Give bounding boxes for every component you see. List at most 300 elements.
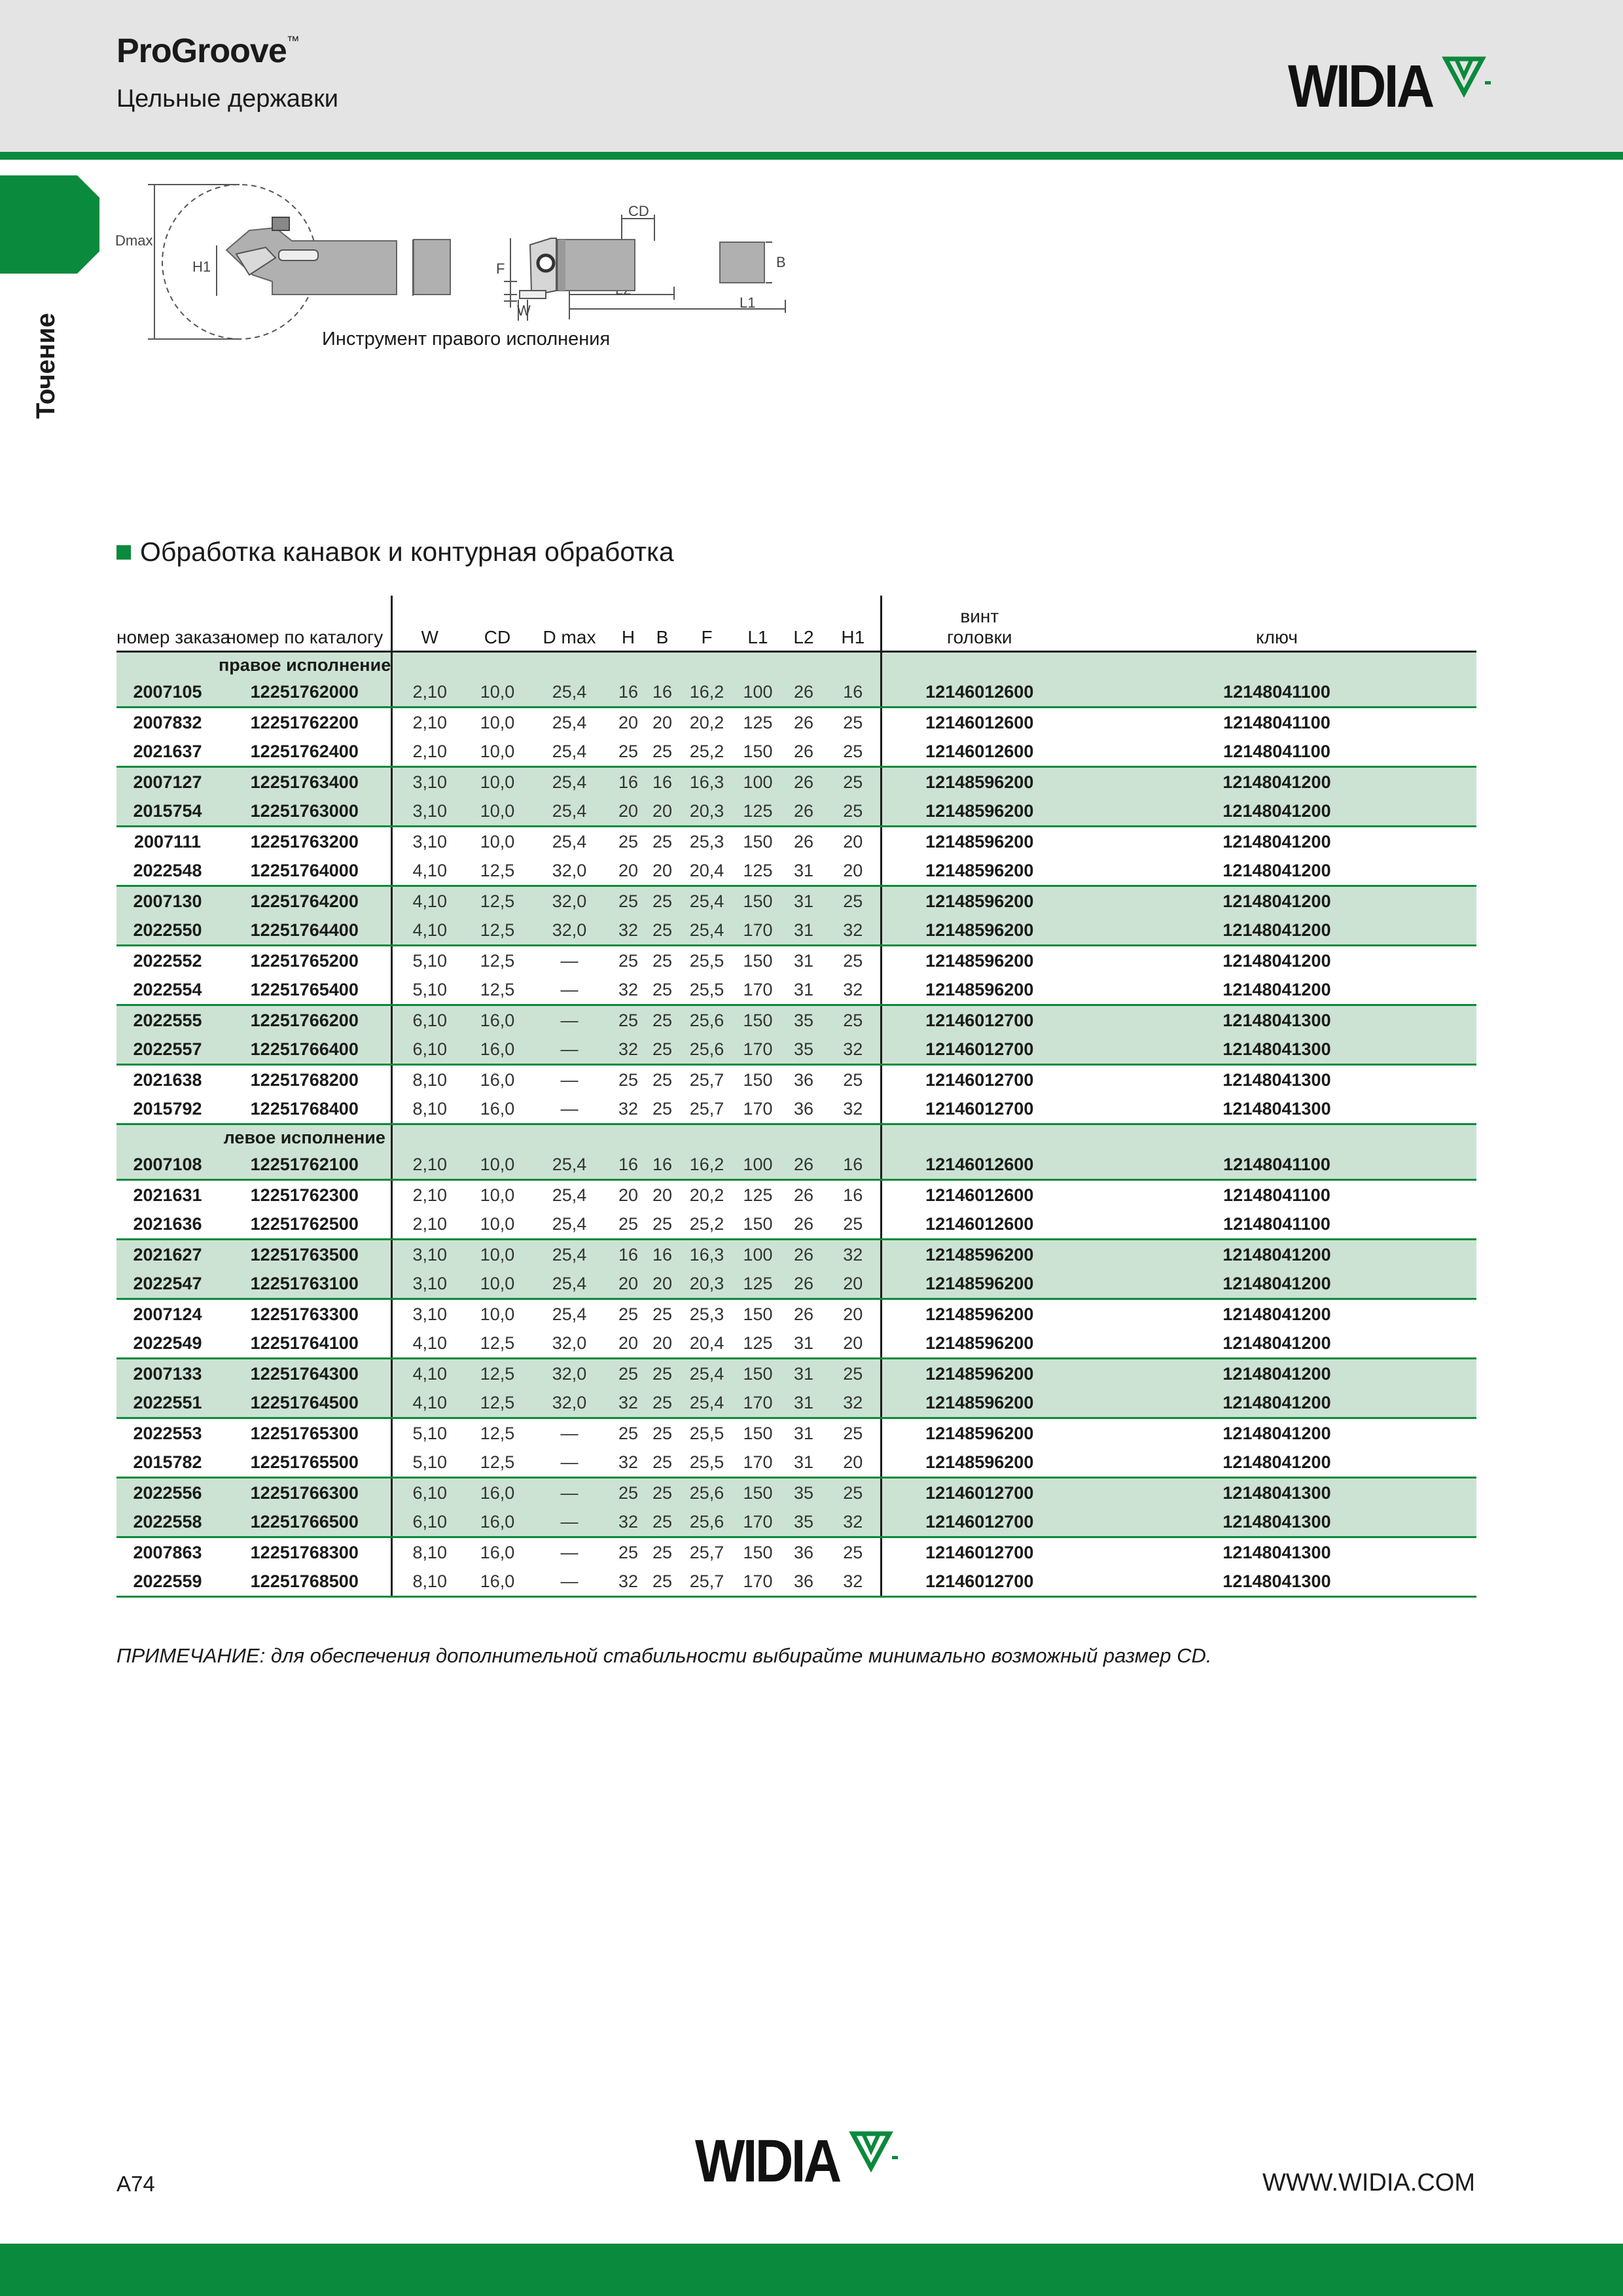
- table-cell: 12148041100: [1077, 737, 1476, 767]
- table-cell: 10,0: [480, 831, 515, 852]
- table-cell: 5,10: [391, 1448, 467, 1478]
- table-cell: 16: [611, 767, 645, 797]
- table-cell: 10,0: [467, 1210, 527, 1240]
- table-cell: 2022556: [116, 1478, 219, 1508]
- table-cell: 100: [734, 1240, 781, 1270]
- table-cell: 12251768200: [250, 1069, 359, 1090]
- table-cell: 20: [645, 1269, 679, 1299]
- table-row: [116, 1210, 1476, 1240]
- table-cell: 25,4: [679, 1359, 734, 1389]
- table-row: [116, 1478, 1476, 1508]
- table-cell: 25,4: [552, 1304, 587, 1324]
- table-cell: 25,7: [679, 1567, 734, 1597]
- table-cell: 150: [734, 1359, 781, 1389]
- table-cell: 16: [611, 1240, 645, 1270]
- table-cell: 2,10: [391, 708, 467, 738]
- table-cell: 20: [652, 712, 673, 732]
- table-cell: 32,0: [527, 886, 611, 916]
- table-cell: 32: [611, 916, 645, 946]
- table-cell: 8,10: [391, 1567, 467, 1597]
- table-cell: 3,10: [391, 797, 467, 827]
- group-label-right-hand: правое исполнение: [219, 652, 391, 678]
- table-cell: 25: [618, 831, 639, 852]
- table-cell: 10,0: [480, 1185, 515, 1205]
- table-cell: 10,0: [467, 1269, 527, 1299]
- product-title: ProGroove™: [116, 32, 299, 70]
- table-cell: 2021637: [116, 737, 219, 767]
- table-cell: 31: [781, 886, 826, 916]
- table-cell: 20,3: [679, 1269, 734, 1299]
- widia-triangle-icon: [1443, 56, 1495, 102]
- table-cell: 10,0: [467, 767, 527, 797]
- table-cell: 32: [611, 1567, 645, 1597]
- table-cell: 25: [645, 1507, 679, 1537]
- table-cell: 170: [734, 1035, 781, 1065]
- table-cell: 25,5: [689, 1423, 724, 1443]
- table-cell: 32,0: [527, 856, 611, 886]
- table-cell: 2007127: [116, 767, 219, 797]
- table-cell: 125: [734, 797, 781, 827]
- table-row: [116, 1418, 1476, 1448]
- table-cell: 25: [652, 1069, 673, 1090]
- table-cell: 2,10: [391, 1150, 467, 1180]
- table-cell: 2007863: [133, 1542, 202, 1562]
- table-cell: 170: [734, 1567, 781, 1597]
- table-row: [116, 916, 1476, 946]
- table-cell: 12148041200: [1077, 886, 1476, 916]
- table-row: [116, 737, 1476, 767]
- table-cell: 25,4: [527, 1150, 611, 1180]
- col-l1: L1: [747, 627, 768, 647]
- table-cell: 2007124: [133, 1304, 202, 1324]
- table-row: [116, 1567, 1476, 1597]
- table-cell: 150: [734, 1478, 781, 1508]
- table-cell: 25: [826, 1359, 881, 1389]
- group-label-left-hand: левое исполнение: [219, 1124, 391, 1151]
- table-cell: 25,6: [679, 1478, 734, 1508]
- table-cell: 12251764300: [219, 1359, 391, 1389]
- table-cell: 2007108: [116, 1150, 219, 1180]
- table-cell: 12251768400: [219, 1094, 391, 1124]
- table-cell: 12148041200: [1222, 1423, 1331, 1443]
- table-cell: 2022555: [116, 1005, 219, 1035]
- table-cell: 12146012600: [881, 1210, 1077, 1240]
- table-cell: 20: [611, 1329, 645, 1359]
- table-cell: 12146012700: [881, 1478, 1077, 1508]
- table-cell: 12148041200: [1222, 831, 1331, 852]
- table-cell: 25: [611, 737, 645, 767]
- table-cell: 10,0: [480, 712, 515, 732]
- table-cell: 25: [843, 1542, 863, 1562]
- logo-wordmark: WIDIA: [1288, 53, 1433, 120]
- table-cell: 12148041300: [1077, 1507, 1476, 1537]
- table-cell: 12148596200: [881, 1269, 1077, 1299]
- table-cell: 25,4: [527, 737, 611, 767]
- table-cell: 12251765400: [219, 975, 391, 1005]
- col-h: H: [621, 627, 635, 647]
- table-cell: 32: [611, 1507, 645, 1537]
- table-cell: 12148596200: [881, 1299, 1077, 1329]
- table-cell: 8,10: [391, 1065, 467, 1095]
- table-cell: 3,10: [391, 1299, 467, 1329]
- section-title: [116, 537, 674, 567]
- table-cell: 26: [781, 1210, 826, 1240]
- table-cell: 12148041300: [1077, 1478, 1476, 1508]
- table-cell: 25,5: [679, 1448, 734, 1478]
- table-cell: 12148596200: [881, 975, 1077, 1005]
- table-cell: 12148596200: [881, 1240, 1077, 1270]
- table-row: [116, 1094, 1476, 1124]
- table-cell: 16: [611, 1150, 645, 1180]
- table-cell: 12148596200: [881, 1448, 1077, 1478]
- table-cell: 31: [781, 1359, 826, 1389]
- table-cell: 12251766200: [219, 1005, 391, 1035]
- table-cell: 25: [652, 1542, 673, 1562]
- table-cell: 2022559: [116, 1567, 219, 1597]
- table-cell: 16: [645, 1240, 679, 1270]
- table-cell: 20: [826, 1448, 881, 1478]
- col-order-number: номер заказа: [116, 627, 231, 647]
- table-cell: 32: [826, 975, 881, 1005]
- tool-plan-view: [491, 223, 805, 334]
- table-row: [116, 1537, 1476, 1568]
- table-cell: 6,10: [391, 1035, 467, 1065]
- table-cell: 12148041300: [1077, 1005, 1476, 1035]
- table-row: [116, 1005, 1476, 1035]
- table-cell: 12148041200: [1077, 1448, 1476, 1478]
- table-cell: 12148596200: [881, 797, 1077, 827]
- table-cell: 20,2: [689, 1185, 724, 1205]
- section-tab: [0, 175, 99, 274]
- table-row: [116, 1180, 1476, 1210]
- table-note: ПРИМЕЧАНИЕ: для обеспечения дополнительной стабильности выбирайте минимально возможный размер CD.: [116, 1644, 1212, 1667]
- table-cell: 25,7: [679, 1094, 734, 1124]
- table-cell: 25,4: [552, 1185, 587, 1205]
- table-cell: 25: [843, 712, 863, 732]
- table-cell: 150: [743, 950, 773, 971]
- table-cell: 125: [743, 712, 773, 732]
- table-cell: 12251764200: [219, 886, 391, 916]
- table-cell: 25: [611, 886, 645, 916]
- table-cell: —: [527, 1035, 611, 1065]
- table-cell: 25,2: [679, 1210, 734, 1240]
- table-cell: 16,0: [480, 1069, 515, 1090]
- col-key: ключ: [1256, 627, 1298, 647]
- table-cell: 32: [826, 1507, 881, 1537]
- table-cell: 125: [734, 1329, 781, 1359]
- table-cell: 32: [611, 975, 645, 1005]
- table-cell: 20,4: [679, 1329, 734, 1359]
- table-cell: 12146012700: [881, 1537, 1077, 1568]
- table-cell: 100: [734, 1150, 781, 1180]
- table-cell: 12148041300: [1222, 1542, 1331, 1562]
- table-cell: 26: [781, 797, 826, 827]
- table-cell: 25: [645, 737, 679, 767]
- table-row: [116, 1388, 1476, 1418]
- table-cell: 2022549: [116, 1329, 219, 1359]
- table-cell: 2022550: [116, 916, 219, 946]
- table-cell: 25,6: [679, 1005, 734, 1035]
- table-cell: 12251762100: [219, 1150, 391, 1180]
- table-cell: 16: [826, 677, 881, 708]
- table-cell: 2021638: [133, 1069, 202, 1090]
- table-cell: 20: [843, 831, 863, 852]
- table-cell: 12148041200: [1222, 1304, 1331, 1324]
- table-cell: 32,0: [527, 916, 611, 946]
- table-cell: 25: [618, 1069, 639, 1090]
- table-cell: 25: [645, 1359, 679, 1389]
- table-cell: 25: [826, 1005, 881, 1035]
- table-cell: 4,10: [391, 916, 467, 946]
- table-cell: —: [527, 1005, 611, 1035]
- table-cell: —: [527, 1567, 611, 1597]
- table-cell: 12148596200: [881, 1418, 1077, 1448]
- table-cell: 25: [652, 950, 673, 971]
- table-cell: 25: [611, 1359, 645, 1389]
- col-dmax: D max: [543, 627, 596, 647]
- table-cell: 31: [781, 1329, 826, 1359]
- table-cell: 125: [743, 1185, 773, 1205]
- table-cell: 20: [826, 1269, 881, 1299]
- table-cell: 12148596200: [881, 856, 1077, 886]
- table-cell: 12148041100: [1223, 712, 1330, 732]
- trademark-mark: ™: [286, 34, 299, 48]
- table-cell: 2,10: [391, 1210, 467, 1240]
- table-cell: 170: [734, 1094, 781, 1124]
- table-cell: 12148041200: [1077, 797, 1476, 827]
- footer-logo-wordmark: WIDIA: [695, 2128, 840, 2195]
- table-cell: 100: [734, 767, 781, 797]
- shank-end-block: [412, 240, 452, 296]
- table-cell: 25,3: [689, 831, 724, 852]
- table-cell: 16: [645, 767, 679, 797]
- table-cell: 25,4: [679, 886, 734, 916]
- table-cell: 25: [652, 1423, 673, 1443]
- table-cell: 32: [826, 916, 881, 946]
- table-cell: 2021631: [133, 1185, 202, 1205]
- table-cell: 12148041200: [1222, 950, 1331, 971]
- table-cell: 20: [611, 856, 645, 886]
- table-cell: 12251765200: [250, 950, 359, 971]
- page-header: [0, 0, 1623, 152]
- table-cell: 32: [826, 1240, 881, 1270]
- table-cell: 12251768300: [250, 1542, 359, 1562]
- table-cell: 32: [826, 1094, 881, 1124]
- dim-l1: L1: [740, 295, 756, 311]
- col-catalog-number: номер по каталогу: [226, 627, 383, 647]
- table-cell: 25: [645, 886, 679, 916]
- table-cell: 100: [734, 677, 781, 708]
- green-square-icon: [116, 545, 131, 560]
- table-cell: 16,0: [467, 1035, 527, 1065]
- table-cell: 25: [826, 797, 881, 827]
- table-cell: 25: [618, 950, 639, 971]
- table-cell: 35: [781, 1478, 826, 1508]
- table-cell: 2022558: [116, 1507, 219, 1537]
- table-cell: 12,5: [467, 975, 527, 1005]
- table-cell: 12146012600: [881, 1180, 1077, 1210]
- table-row: [116, 767, 1476, 797]
- table-cell: 32: [826, 1567, 881, 1597]
- table-row: [116, 677, 1476, 708]
- table-cell: 32: [611, 1448, 645, 1478]
- table-row: [116, 827, 1476, 857]
- table-cell: 35: [781, 1005, 826, 1035]
- table-cell: 2021636: [116, 1210, 219, 1240]
- table-cell: 10,0: [467, 1240, 527, 1270]
- dim-cd: CD: [628, 203, 649, 219]
- table-cell: 25: [645, 1035, 679, 1065]
- table-cell: 150: [734, 737, 781, 767]
- table-cell: 36: [781, 1094, 826, 1124]
- table-cell: 25: [645, 1448, 679, 1478]
- table-cell: 12251763000: [219, 797, 391, 827]
- table-cell: 12148041200: [1077, 767, 1476, 797]
- table-cell: 16,0: [467, 1507, 527, 1537]
- table-cell: 16,2: [679, 677, 734, 708]
- col-l2: L2: [793, 627, 814, 647]
- diagram-caption: Инструмент правого исполнения: [322, 329, 611, 350]
- table-cell: 25: [826, 737, 881, 767]
- table-cell: 12251764100: [219, 1329, 391, 1359]
- footer-widia-logo: [695, 2128, 902, 2195]
- table-cell: 12,5: [467, 1388, 527, 1418]
- table-cell: 4,10: [391, 886, 467, 916]
- table-cell: 26: [781, 737, 826, 767]
- table-cell: 36: [781, 1567, 826, 1597]
- table-cell: 26: [781, 767, 826, 797]
- table-cell: 20: [645, 797, 679, 827]
- table-cell: 2015782: [116, 1448, 219, 1478]
- table-cell: 25,4: [527, 1210, 611, 1240]
- table-cell: 25: [826, 1478, 881, 1508]
- table-cell: 3,10: [391, 767, 467, 797]
- table-cell: 2021627: [116, 1240, 219, 1270]
- footer-bar: [0, 2244, 1623, 2296]
- table-cell: 12251764000: [219, 856, 391, 886]
- table-cell: 12148041200: [1077, 856, 1476, 886]
- table-cell: 36: [793, 1542, 814, 1562]
- table-cell: 25: [843, 950, 863, 971]
- table-cell: 16,0: [467, 1094, 527, 1124]
- table-cell: 12148041100: [1223, 1185, 1330, 1205]
- table-cell: 25: [652, 831, 673, 852]
- table-cell: 12146012600: [881, 677, 1077, 708]
- table-cell: 12,5: [467, 1329, 527, 1359]
- table-cell: 31: [793, 950, 814, 971]
- table-cell: —: [560, 1069, 579, 1090]
- table-cell: 20,3: [679, 797, 734, 827]
- table-cell: 6,10: [391, 1005, 467, 1035]
- table-cell: 31: [781, 856, 826, 886]
- col-w: W: [391, 596, 467, 652]
- table-cell: 12146012600: [881, 708, 1077, 738]
- table-cell: 8,10: [391, 1537, 467, 1568]
- table-cell: 170: [734, 916, 781, 946]
- table-cell: 6,10: [391, 1507, 467, 1537]
- table-row: [116, 797, 1476, 827]
- table-cell: 25,4: [679, 916, 734, 946]
- table-cell: 12148041300: [1077, 1567, 1476, 1597]
- table-cell: 2007832: [133, 712, 202, 732]
- table-cell: 10,0: [467, 737, 527, 767]
- table-cell: 25,4: [552, 831, 587, 852]
- table-cell: 12148041200: [1077, 975, 1476, 1005]
- table-cell: —: [527, 1094, 611, 1124]
- table-cell: 16: [645, 677, 679, 708]
- table-cell: 25,4: [679, 1388, 734, 1418]
- table-cell: 32: [611, 1094, 645, 1124]
- table-row: [116, 946, 1476, 976]
- table-cell: 12148596200: [881, 1359, 1077, 1389]
- table-cell: 26: [781, 677, 826, 708]
- widia-logo: [1288, 53, 1495, 120]
- table-cell: 12251764400: [219, 916, 391, 946]
- table-row: [116, 1035, 1476, 1065]
- table-cell: 12,5: [467, 1359, 527, 1389]
- table-cell: 12251768500: [219, 1567, 391, 1597]
- table-cell: 12148041300: [1222, 1069, 1331, 1090]
- table-cell: 26: [793, 712, 814, 732]
- table-cell: 12148041200: [1077, 1359, 1476, 1389]
- table-cell: 4,10: [391, 1388, 467, 1418]
- table-row: [116, 1507, 1476, 1537]
- table-cell: 20: [645, 1329, 679, 1359]
- table-cell: 12148596200: [881, 827, 1077, 857]
- table-cell: 3,10: [391, 827, 467, 857]
- table-cell: 6,10: [391, 1478, 467, 1508]
- table-cell: 12148596200: [881, 946, 1077, 976]
- table-cell: 20,4: [679, 856, 734, 886]
- table-cell: 170: [734, 1388, 781, 1418]
- table-cell: 12148041100: [1077, 677, 1476, 708]
- table-cell: 2,10: [391, 1180, 467, 1210]
- table-cell: 25: [618, 1304, 639, 1324]
- table-cell: 25,4: [527, 1240, 611, 1270]
- table-row: [116, 1329, 1476, 1359]
- table-row: [116, 886, 1476, 916]
- table-cell: 2007111: [134, 831, 202, 852]
- table-cell: 12148041200: [1077, 1269, 1476, 1299]
- table-cell: 12251762400: [219, 737, 391, 767]
- table-cell: 170: [734, 1507, 781, 1537]
- table-cell: 12,5: [480, 950, 515, 971]
- table-cell: 26: [781, 1269, 826, 1299]
- table-cell: 170: [734, 975, 781, 1005]
- table-cell: 2,10: [391, 677, 467, 708]
- table-cell: 12148041100: [1077, 1210, 1476, 1240]
- product-subtitle: Цельные державки: [116, 85, 338, 113]
- table-row: [116, 1150, 1476, 1180]
- table-cell: 25: [645, 1567, 679, 1597]
- table-cell: 10,0: [467, 1150, 527, 1180]
- table-cell: 16: [645, 1150, 679, 1180]
- table-cell: 10,0: [467, 677, 527, 708]
- table-cell: —: [560, 1542, 579, 1562]
- table-cell: 12,5: [467, 916, 527, 946]
- table-cell: 25: [611, 1005, 645, 1035]
- table-cell: 20: [826, 856, 881, 886]
- table-cell: 12251763200: [250, 831, 359, 852]
- table-row: [116, 1269, 1476, 1299]
- table-cell: 25: [645, 1005, 679, 1035]
- table-row: [116, 856, 1476, 886]
- subheader-left-hand: [116, 1124, 1476, 1151]
- table-row: [116, 1240, 1476, 1270]
- table-cell: 12251762000: [219, 677, 391, 708]
- table-cell: 16: [826, 1150, 881, 1180]
- table-cell: 2022548: [116, 856, 219, 886]
